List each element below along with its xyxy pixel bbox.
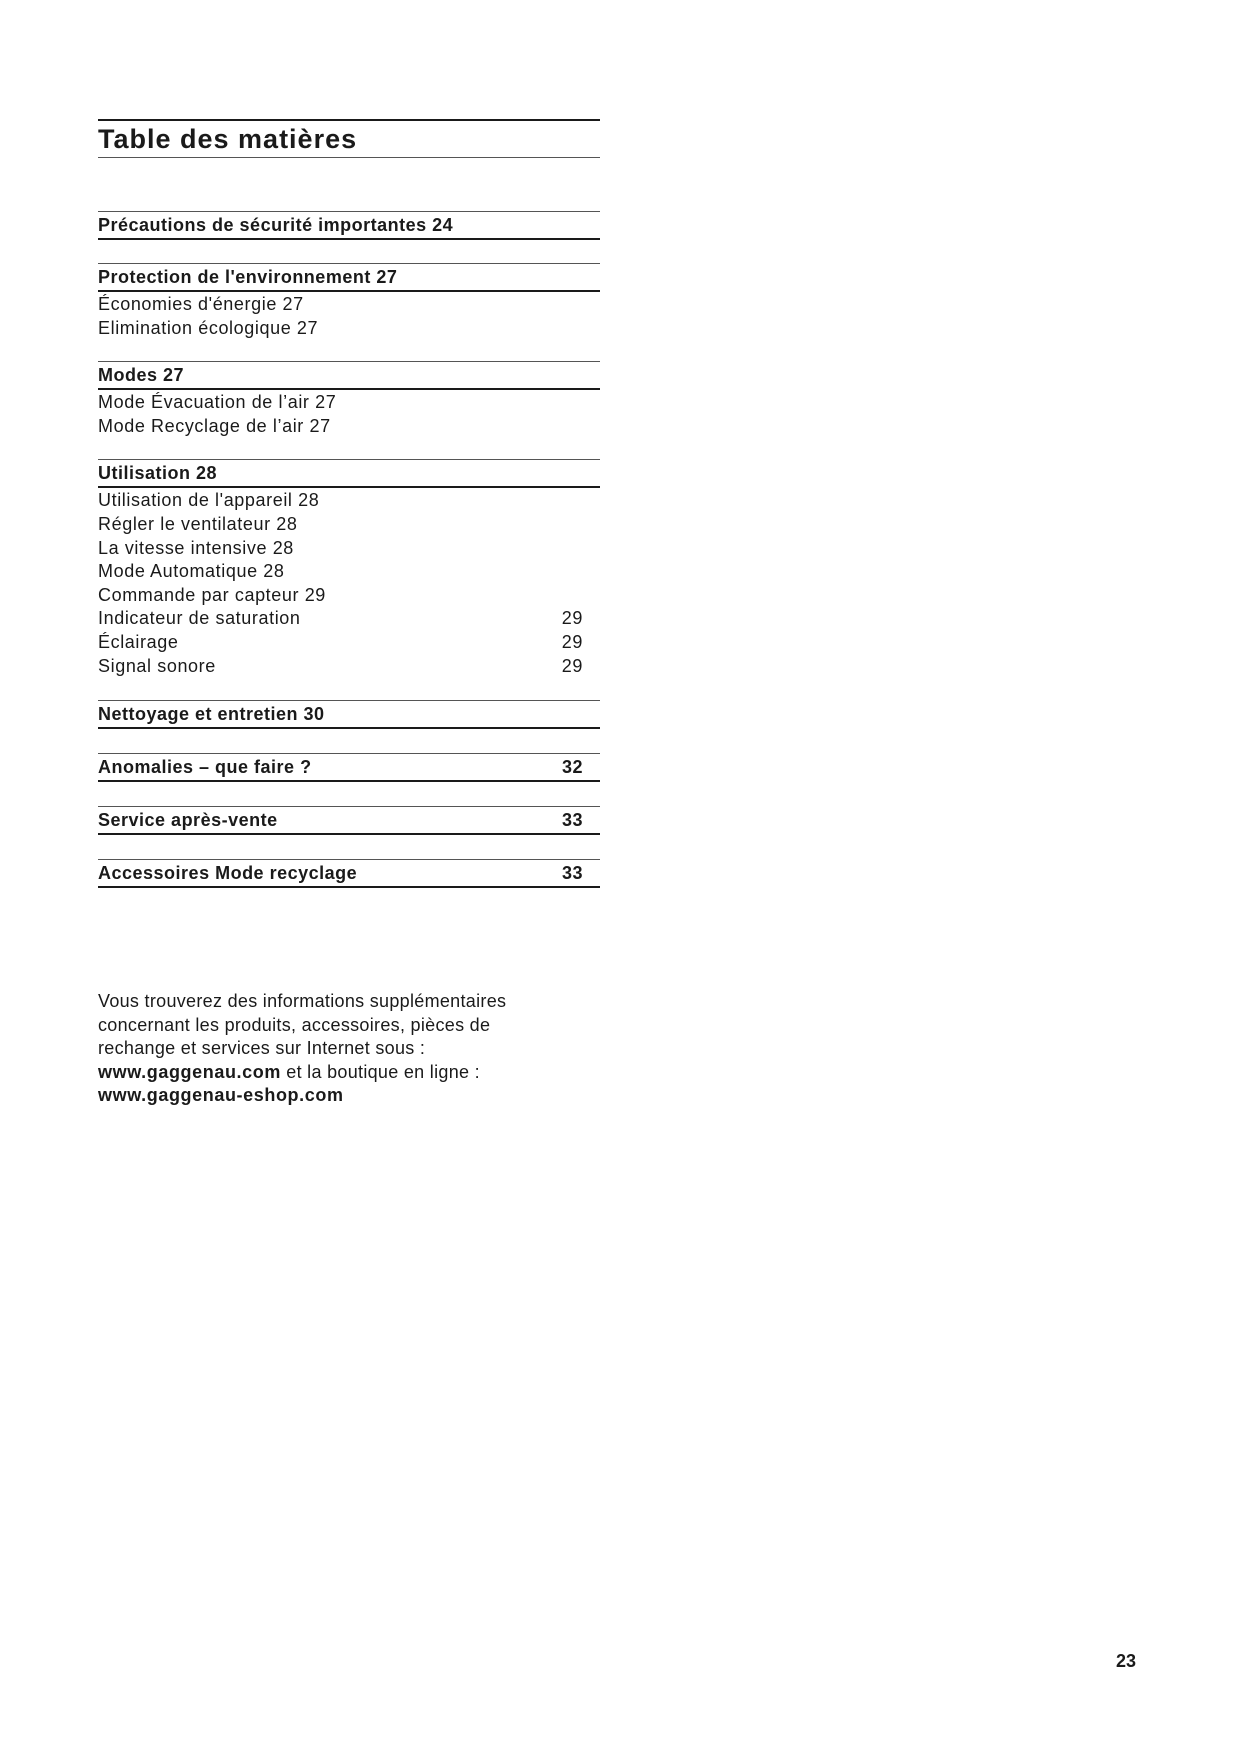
section-heading-label: Modes 27	[98, 365, 185, 386]
toc-item[interactable]	[98, 559, 600, 583]
toc-item-page: 29	[561, 608, 583, 629]
section-heading-label: Nettoyage et entretien 30	[98, 704, 325, 725]
toc-item[interactable]	[98, 536, 600, 560]
toc-item[interactable]	[98, 654, 600, 678]
info-line-text: et la boutique en ligne :	[280, 1061, 480, 1082]
toc-item[interactable]	[98, 488, 600, 512]
toc-section	[98, 806, 600, 835]
info-paragraph	[98, 990, 578, 1108]
section-page-number: 32	[561, 757, 583, 778]
eshop-link[interactable]: www.gaggenau-eshop.com	[98, 1085, 344, 1105]
toc-item[interactable]	[98, 583, 600, 607]
toc-item-label: Régler le ventilateur 28	[98, 513, 298, 534]
toc-section-heading[interactable]	[98, 263, 600, 292]
toc-section-heading[interactable]	[98, 459, 600, 488]
toc-item-label: Utilisation de l'appareil 28	[98, 490, 320, 511]
info-line: Vous trouverez des informations supplémentaires	[98, 991, 507, 1011]
section-page-number: 33	[561, 810, 583, 831]
toc-item-label: La vitesse intensive 28	[98, 537, 294, 558]
toc-item-label: Commande par capteur 29	[98, 584, 326, 605]
page-number: 23	[1116, 1651, 1137, 1671]
toc-section-heading[interactable]	[98, 859, 600, 888]
toc-item-label: Signal sonore	[98, 655, 216, 676]
toc-item[interactable]	[98, 512, 600, 536]
info-line	[98, 1061, 578, 1085]
section-heading-label: Accessoires Mode recyclage	[98, 863, 358, 884]
toc-item[interactable]	[98, 292, 600, 316]
toc-item-label: Mode Évacuation de l’air 27	[98, 392, 337, 413]
toc-section-heading[interactable]	[98, 361, 600, 390]
toc-item[interactable]	[98, 606, 600, 630]
toc-section	[98, 753, 600, 782]
section-heading-label: Protection de l'environnement 27	[98, 267, 398, 287]
toc-item-page: 29	[561, 631, 583, 652]
toc-item[interactable]	[98, 414, 600, 438]
toc-section	[98, 211, 600, 240]
toc-item[interactable]	[98, 390, 600, 414]
section-heading-label: Utilisation 28	[98, 463, 218, 484]
toc-section	[98, 263, 600, 339]
section-heading-label: Précautions de sécurité importantes 24	[98, 215, 454, 235]
toc-section-heading[interactable]	[98, 700, 600, 729]
table-of-contents	[98, 119, 600, 888]
toc-section-heading[interactable]	[98, 753, 600, 782]
toc-item-label: Mode Recyclage de l’air 27	[98, 415, 331, 436]
toc-section	[98, 859, 600, 888]
toc-item[interactable]	[98, 630, 600, 654]
toc-item-label: Elimination écologique 27	[98, 317, 319, 338]
toc-section	[98, 459, 600, 677]
toc-item-label: Mode Automatique 28	[98, 561, 285, 582]
section-heading-label: Anomalies – que faire ?	[98, 757, 312, 778]
toc-section	[98, 361, 600, 437]
info-line	[98, 1084, 578, 1108]
section-heading-label: Service après-vente	[98, 810, 278, 831]
toc-item-page: 29	[561, 655, 583, 676]
toc-title-block	[98, 119, 600, 158]
toc-item-label: Indicateur de saturation	[98, 608, 301, 629]
toc-section	[98, 700, 600, 729]
section-page-number: 33	[561, 863, 583, 884]
info-line: rechange et services sur Internet sous :	[98, 1038, 426, 1058]
website-link[interactable]: www.gaggenau.com	[98, 1061, 281, 1082]
toc-item-label: Économies d'énergie 27	[98, 294, 304, 314]
info-line: concernant les produits, accessoires, pièces de	[98, 1014, 491, 1035]
toc-section-heading[interactable]	[98, 211, 600, 240]
toc-item[interactable]	[98, 316, 600, 340]
page-title: Table des matières	[98, 124, 358, 154]
toc-section-heading[interactable]	[98, 806, 600, 835]
toc-item-label: Éclairage	[98, 631, 179, 652]
